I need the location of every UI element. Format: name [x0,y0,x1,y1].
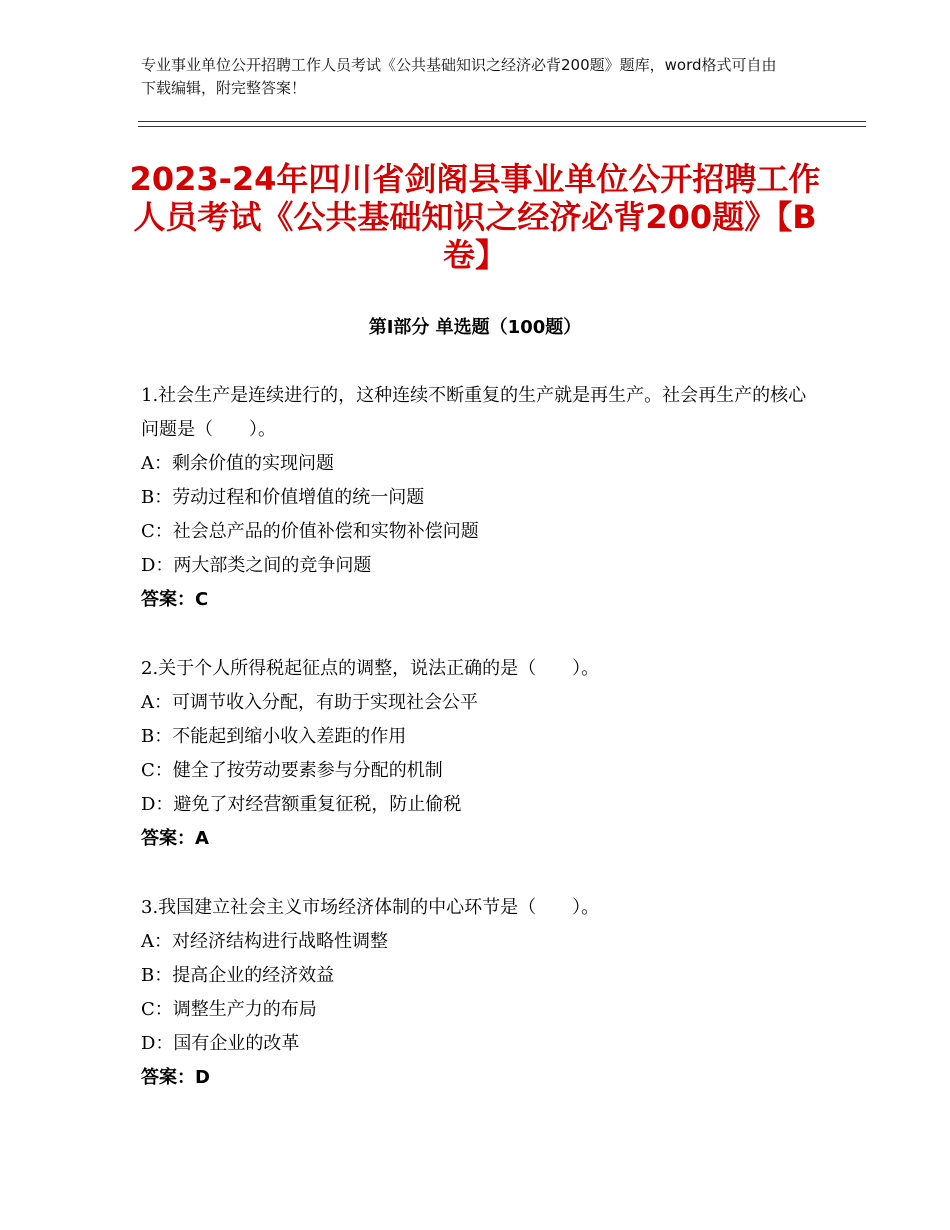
question-stem: 2.关于个人所得税起征点的调整，说法正确的是（ ）。 [141,658,600,679]
question-1 [141,379,811,617]
answer: 答案：A [141,828,209,849]
option-d: D：两大部类之间的竞争问题 [141,555,372,576]
header-divider [138,121,866,127]
option-b: B：提高企业的经济效益 [141,965,335,986]
answer: 答案：C [141,589,209,610]
option-a: A：剩余价值的实现问题 [141,453,334,474]
option-a: A：可调节收入分配，有助于实现社会公平 [141,692,478,713]
answer: 答案：D [141,1067,210,1088]
question-stem: 3.我国建立社会主义市场经济体制的中心环节是（ ）。 [141,897,600,918]
question-3 [141,891,811,1095]
section-heading: 第Ⅰ部分 单选题（100题） [368,317,582,338]
option-b: B：不能起到缩小收入差距的作用 [141,726,407,747]
option-d: D：避免了对经营额重复征税，防止偷税 [141,794,462,815]
option-c: C：调整生产力的布局 [141,999,317,1020]
option-b: B：劳动过程和价值增值的统一问题 [141,487,425,508]
question-2 [141,652,811,856]
option-c: C：社会总产品的价值补偿和实物补偿问题 [141,521,479,542]
option-d: D：国有企业的改革 [141,1033,300,1054]
question-stem: 1.社会生产是连续进行的，这种连续不断重复的生产就是再生产。社会再生产的核心问题是（ ）。 [141,385,807,440]
option-a: A：对经济结构进行战略性调整 [141,931,388,952]
document-title: 2023-24年四川省剑阁县事业单位公开招聘工作人员考试《公共基础知识之经济必背200题》【B卷】 [129,160,821,274]
option-c: C：健全了按劳动要素参与分配的机制 [141,760,443,781]
page-header-note: 专业事业单位公开招聘工作人员考试《公共基础知识之经济必背200题》题库，word格式可自由下载编辑，附完整答案！ [141,56,777,97]
